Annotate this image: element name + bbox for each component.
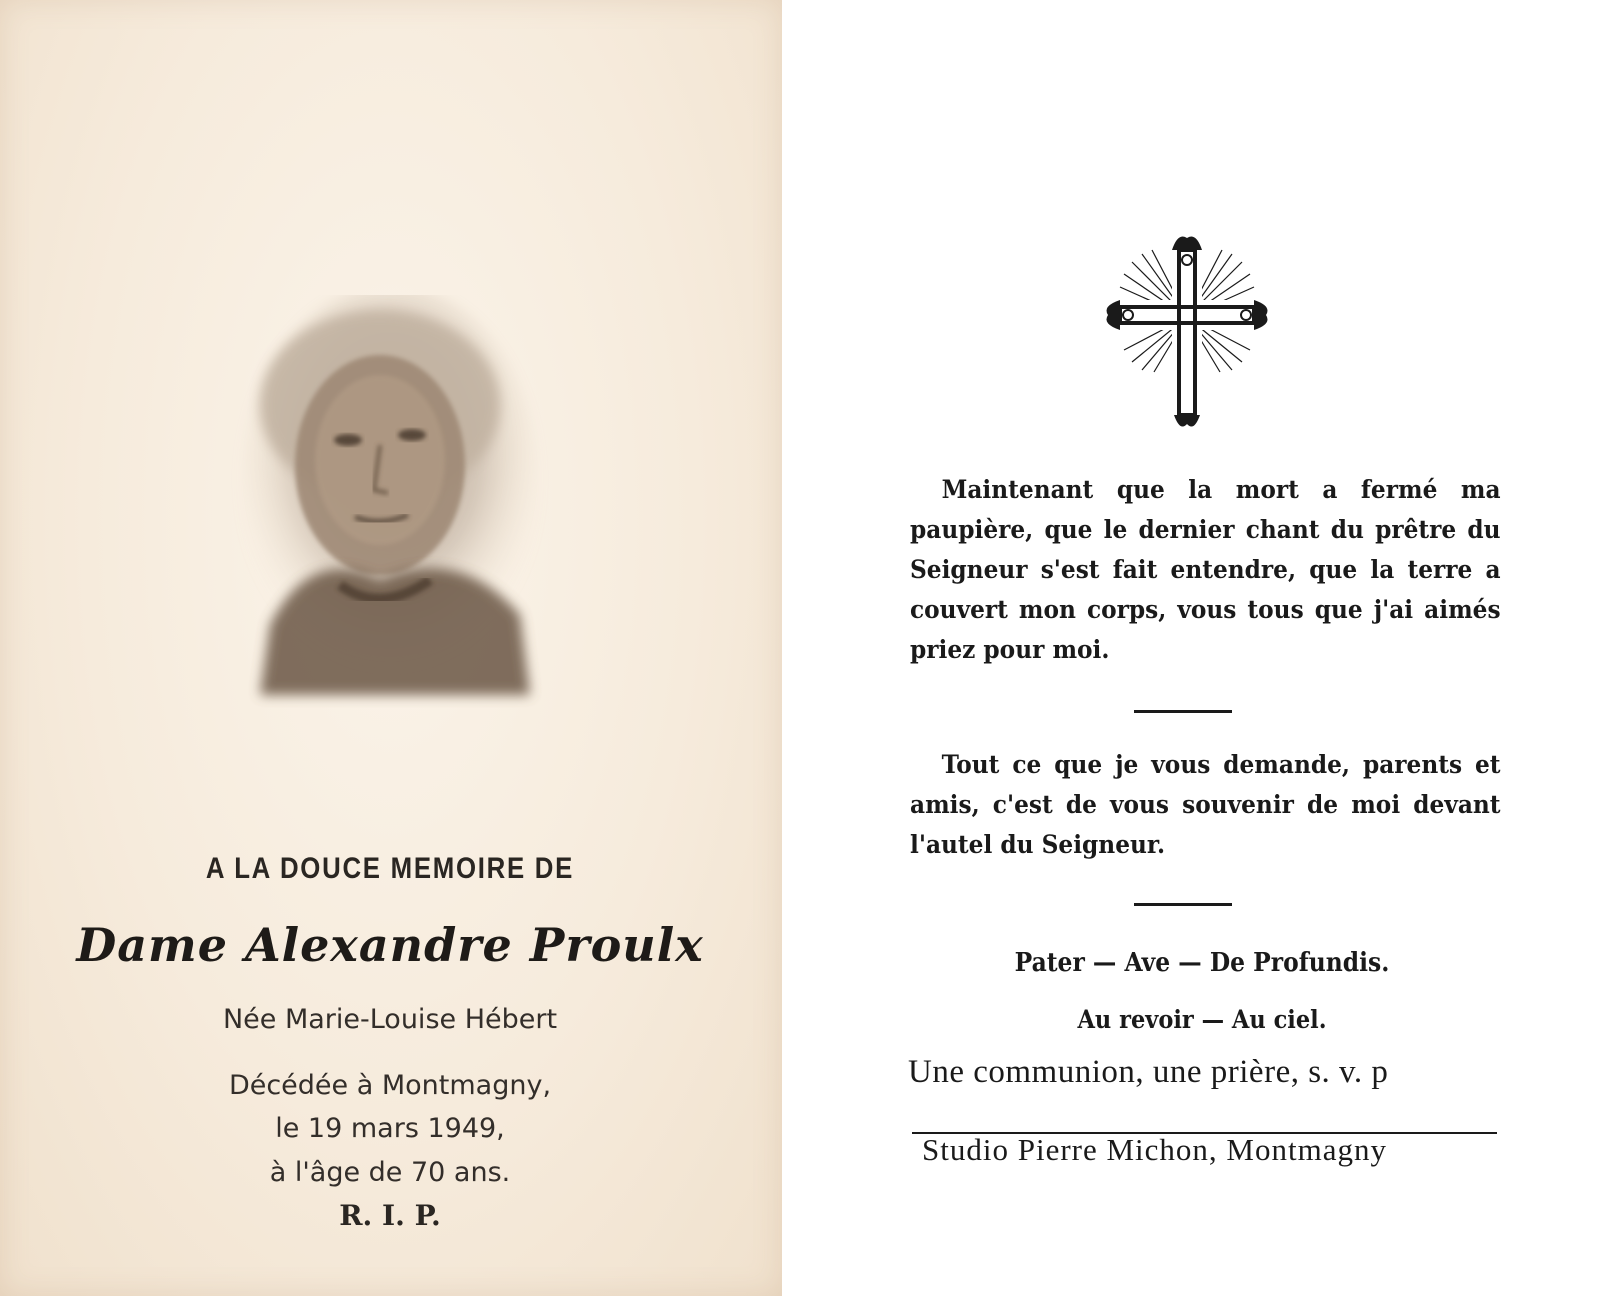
- memorial-heading: A LA DOUCE MEMOIRE DE: [205, 852, 575, 885]
- communion-request: Une communion, une prière, s. v. p: [908, 1054, 1389, 1090]
- divider-1: [1134, 710, 1232, 713]
- farewell-line: Au revoir — Au ciel.: [1077, 1005, 1327, 1034]
- card-back: [782, 0, 1597, 1296]
- divider-2: [1134, 903, 1232, 906]
- age-at-death: à l'âge de 70 ans.: [269, 1157, 511, 1188]
- verse-paragraph-1: Maintenant que la mort a fermé ma paupière, que le dernier chant du prêtre du Seigneur s'est fait entendre, que la terre a couvert mon corps, vous tous que j'ai aimés priez pour moi.: [910, 475, 1501, 664]
- portrait-photo: [230, 295, 550, 715]
- rip-text: R. I. P.: [339, 1199, 441, 1232]
- deceased-name: Dame Alexandre Proulx: [76, 918, 704, 972]
- death-place: Décédée à Montmagny,: [228, 1070, 552, 1101]
- studio-credit: Studio Pierre Michon, Montmagny: [922, 1132, 1387, 1167]
- death-date: le 19 mars 1949,: [275, 1113, 505, 1144]
- verse-paragraph-2: Tout ce que je vous demande, parents et amis, c'est de vous souvenir de moi devant l'autel du Seigneur.: [910, 750, 1501, 859]
- prayers-line: Pater — Ave — De Profundis.: [1014, 948, 1390, 978]
- maiden-name: Née Marie-Louise Hébert: [222, 1004, 558, 1035]
- cross-icon: [1102, 232, 1272, 432]
- card-front: [0, 0, 782, 1296]
